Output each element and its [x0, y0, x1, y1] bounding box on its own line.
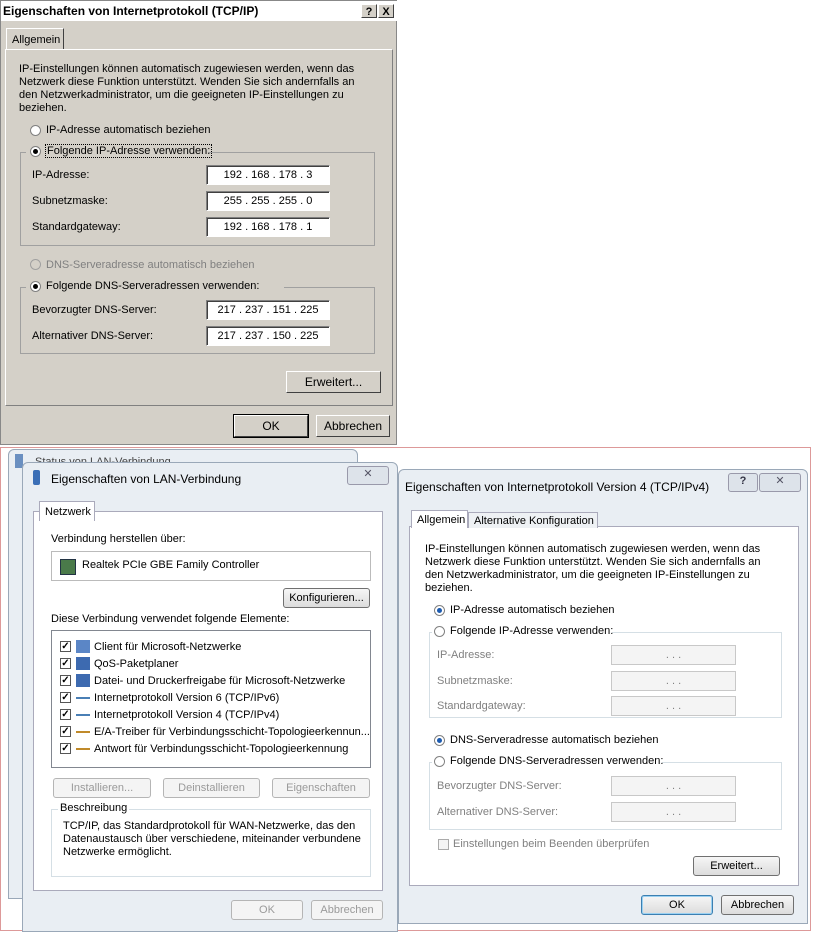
dns1-label: Bevorzugter DNS-Server:: [32, 304, 157, 316]
dns2-label: Alternativer DNS-Server:: [437, 806, 559, 818]
radio-auto-dns[interactable]: [434, 735, 445, 746]
help-button[interactable]: ?: [361, 4, 377, 18]
preferred-dns-field[interactable]: . . .: [611, 776, 736, 796]
list-item-label: E/A-Treiber für Verbindungsschicht-Topologieerkennun...: [94, 726, 370, 738]
ipv4-properties-dialog: [398, 469, 808, 924]
subnet-label: Subnetzmaske:: [32, 195, 108, 207]
checkbox[interactable]: ✓: [61, 743, 70, 754]
list-item[interactable]: [56, 724, 370, 741]
lan-properties-dialog: [22, 462, 398, 932]
checkbox[interactable]: ✓: [61, 641, 70, 652]
tab-label: Alternative Konfiguration: [474, 515, 594, 527]
title-bar: [1, 1, 398, 21]
list-item[interactable]: [56, 741, 370, 758]
description-title: Beschreibung: [60, 802, 128, 814]
checkbox[interactable]: ✓: [61, 726, 70, 737]
dialog-title: Eigenschaften von LAN-Verbindung: [51, 472, 242, 486]
components-list: [51, 630, 371, 768]
dns2-label: Alternativer DNS-Server:: [32, 330, 154, 342]
dialog-title: Eigenschaften von Internetprotokoll Version 4 (TCP/IPv4): [405, 480, 710, 494]
protocol-icon: [76, 697, 90, 699]
description-text: IP-Einstellungen können automatisch zugewiesen werden, wenn das Netzwerk diese Funktion unterstützt. Wenden Sie sich andernfalls an den Netzwerkadministrator, um die geeigneten IP-Einstellungen zu beziehen.: [19, 63, 355, 114]
adapter-box: [51, 551, 371, 581]
gateway-field[interactable]: . . .: [611, 696, 736, 716]
configure-button[interactable]: Konfigurieren...: [283, 588, 370, 608]
alternate-dns-field[interactable]: 217 . 237 . 150 . 225: [206, 326, 330, 346]
radio-auto-ip[interactable]: [434, 605, 445, 616]
close-button[interactable]: ✕: [759, 473, 801, 492]
alternate-dns-field[interactable]: . . .: [611, 802, 736, 822]
list-item-label: Antwort für Verbindungsschicht-Topologieerkennung: [94, 743, 349, 755]
list-item[interactable]: [56, 707, 370, 724]
network-client-icon: [76, 640, 90, 653]
uninstall-button[interactable]: Deinstallieren: [163, 778, 260, 798]
close-button[interactable]: ✕: [347, 466, 389, 485]
radio-manual-ip[interactable]: [30, 146, 41, 157]
advanced-button[interactable]: Erweitert...: [693, 856, 780, 876]
properties-button[interactable]: Eigenschaften: [272, 778, 370, 798]
list-item[interactable]: [56, 673, 370, 690]
ip-address-field[interactable]: . . .: [611, 645, 736, 665]
ok-button[interactable]: OK: [641, 895, 713, 915]
tab-label: Allgemein: [417, 514, 466, 526]
protocol-icon: [76, 748, 90, 750]
tab-allgemein[interactable]: [411, 510, 468, 528]
connect-using-label: Verbindung herstellen über:: [51, 533, 186, 545]
gateway-label: Standardgateway:: [437, 700, 526, 712]
dns1-label: Bevorzugter DNS-Server:: [437, 780, 562, 792]
tab-label: Allgemein: [12, 34, 61, 46]
radio-manual-ip-label[interactable]: Folgende IP-Adresse verwenden:: [47, 145, 211, 157]
tab-label: Netzwerk: [45, 506, 91, 518]
radio-manual-dns[interactable]: [30, 281, 41, 292]
tab-allgemein[interactable]: [6, 28, 64, 50]
protocol-icon: [76, 731, 90, 733]
radio-manual-ip-label[interactable]: Folgende IP-Adresse verwenden:: [450, 625, 614, 637]
radio-auto-dns-label[interactable]: DNS-Serveradresse automatisch beziehen: [450, 734, 659, 746]
list-item-label: Internetprotokoll Version 4 (TCP/IPv4): [94, 709, 280, 721]
description-text: TCP/IP, das Standardprotokoll für WAN-Netzwerke, das den Datenaustausch über verschiedene, miteinander verbundene Netzwerke ermöglicht.: [63, 820, 361, 858]
validate-checkbox-label[interactable]: Einstellungen beim Beenden überprüfen: [453, 838, 650, 850]
checkbox[interactable]: ✓: [61, 658, 70, 669]
cancel-button[interactable]: Abbrechen: [316, 415, 390, 437]
advanced-button[interactable]: Erweitert...: [286, 371, 381, 393]
list-item-label: Datei- und Druckerfreigabe für Microsoft-Netzwerke: [94, 675, 346, 687]
subnet-mask-field[interactable]: . . .: [611, 671, 736, 691]
preferred-dns-field[interactable]: 217 . 237 . 151 . 225: [206, 300, 330, 320]
ip-label: IP-Adresse:: [32, 169, 90, 181]
subnet-label: Subnetzmaske:: [437, 675, 513, 687]
gateway-label: Standardgateway:: [32, 221, 121, 233]
network-service-icon: [76, 674, 90, 687]
radio-auto-ip-label[interactable]: IP-Adresse automatisch beziehen: [46, 124, 211, 136]
checkbox[interactable]: ✓: [61, 675, 70, 686]
ip-label: IP-Adresse:: [437, 649, 495, 661]
network-service-icon: [76, 657, 90, 670]
ok-button[interactable]: OK: [231, 900, 303, 920]
tab-netzwerk[interactable]: [39, 501, 95, 521]
ip-address-field[interactable]: 192 . 168 . 178 . 3: [206, 165, 330, 185]
description-text: IP-Einstellungen können automatisch zugewiesen werden, wenn das Netzwerk diese Funktion unterstützt. Wenden Sie sich andernfalls an den Netzwerkadministrator, um die geeigneten IP-Einstellungen zu beziehen.: [425, 543, 761, 594]
gateway-field[interactable]: 192 . 168 . 178 . 1: [206, 217, 330, 237]
close-button[interactable]: X: [378, 4, 394, 18]
radio-manual-ip[interactable]: [434, 626, 445, 637]
list-item[interactable]: [56, 639, 370, 656]
adapter-name: Realtek PCIe GBE Family Controller: [82, 559, 260, 571]
subnet-mask-field[interactable]: 255 . 255 . 255 . 0: [206, 191, 330, 211]
radio-auto-ip[interactable]: [30, 125, 41, 136]
checkbox[interactable]: ✓: [61, 692, 70, 703]
radio-manual-dns[interactable]: [434, 756, 445, 767]
radio-auto-dns[interactable]: [30, 259, 41, 270]
checkbox[interactable]: ✓: [61, 709, 70, 720]
list-item-label: Client für Microsoft-Netzwerke: [94, 641, 242, 653]
tab-alternative[interactable]: [468, 512, 598, 528]
validate-checkbox[interactable]: [438, 839, 449, 850]
list-item-label: Internetprotokoll Version 6 (TCP/IPv6): [94, 692, 280, 704]
network-icon: [33, 470, 40, 485]
cancel-button[interactable]: Abbrechen: [721, 895, 794, 915]
radio-manual-dns-label[interactable]: Folgende DNS-Serveradressen verwenden:: [450, 755, 664, 767]
list-item[interactable]: [56, 656, 370, 673]
radio-manual-dns-label[interactable]: Folgende DNS-Serveradressen verwenden:: [46, 280, 260, 292]
list-item-label: QoS-Paketplaner: [94, 658, 179, 670]
network-adapter-icon: [60, 559, 76, 575]
radio-auto-dns-label[interactable]: DNS-Serveradresse automatisch beziehen: [46, 259, 255, 271]
cancel-button[interactable]: Abbrechen: [311, 900, 383, 920]
ok-button[interactable]: OK: [234, 415, 308, 437]
xp-tcpip-dialog: [0, 0, 397, 445]
items-label: Diese Verbindung verwendet folgende Elemente:: [51, 613, 290, 625]
list-item[interactable]: [56, 690, 370, 707]
radio-auto-ip-label[interactable]: IP-Adresse automatisch beziehen: [450, 604, 615, 616]
install-button[interactable]: Installieren...: [53, 778, 151, 798]
help-button[interactable]: ?: [728, 473, 758, 492]
protocol-icon: [76, 714, 90, 716]
dialog-title: Eigenschaften von Internetprotokoll (TCP/IP): [3, 4, 259, 18]
